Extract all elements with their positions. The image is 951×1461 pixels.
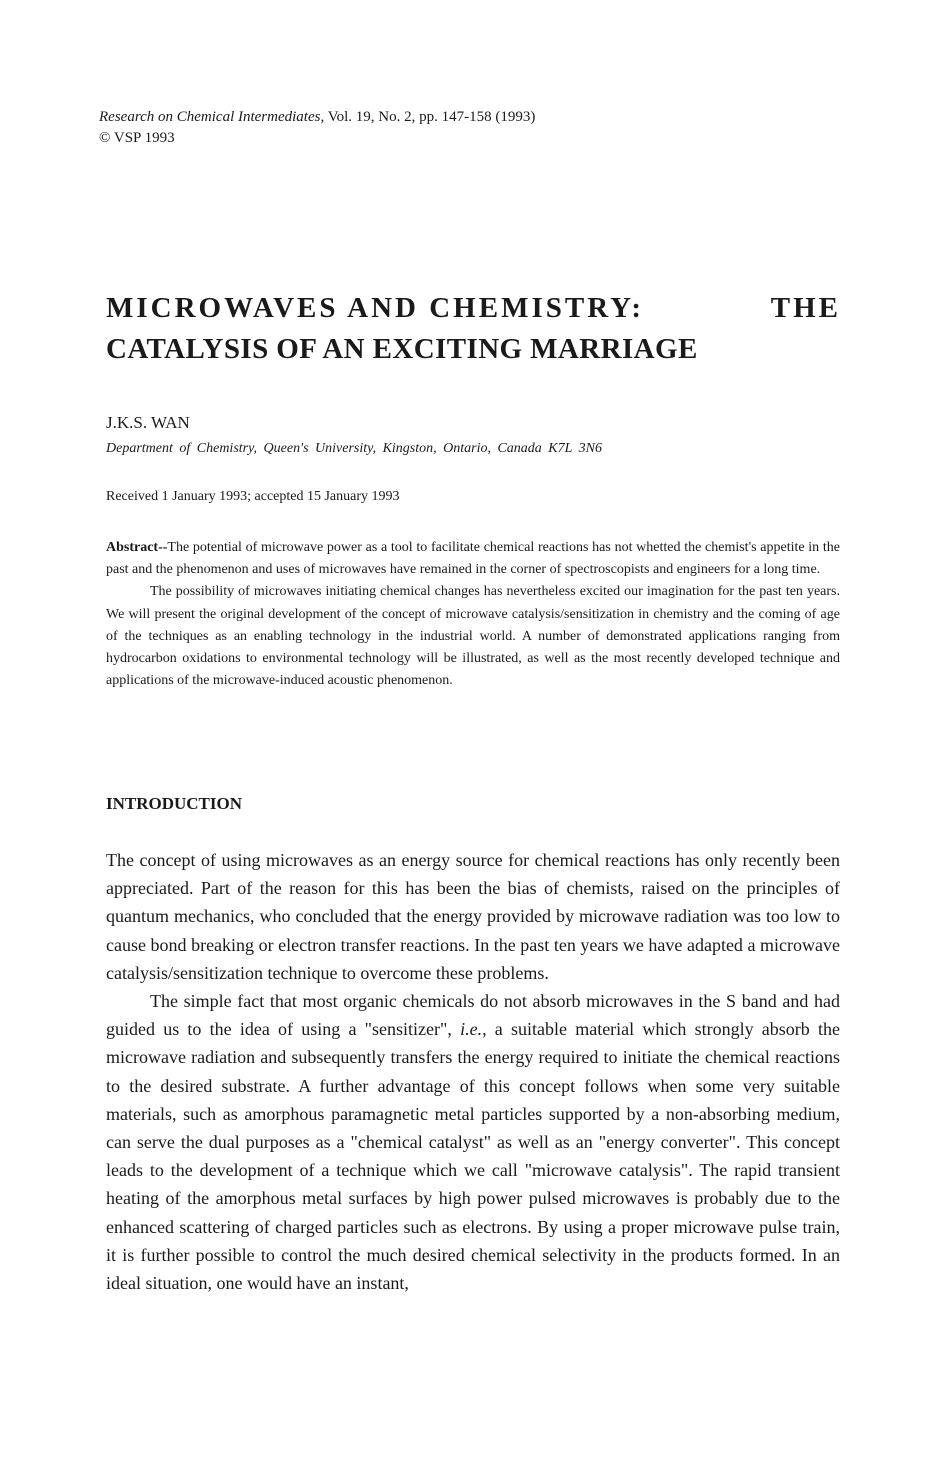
- affiliation: Department of Chemistry, Queen's University, Kingston, Ontario, Canada K7L 3N6: [106, 441, 603, 456]
- abstract-paragraph-2: The possibility of microwaves initiating chemical changes has nevertheless excited our imagination for the past ten years. We will present the original development of the concept of microwave catalysis/sensitization in chemistry and the coming of age of the techniques as an enabling technology in the industrial world. A number of demonstrated applications ranging from hydrocarbon oxidations to environmental technology will be illustrated, as well as the most recently developed technique and applications of the microwave-induced acoustic phenomenon.: [106, 584, 840, 689]
- title-line-1: [106, 288, 841, 329]
- journal-details: Vol. 19, No. 2, pp. 147-158 (1993): [324, 109, 536, 125]
- abstract-paragraph: [106, 537, 840, 581]
- paper-title: [106, 288, 841, 370]
- author: J.K.S. WAN: [106, 413, 190, 432]
- introduction-body: [106, 846, 840, 1297]
- title-line-1-main: MICROWAVES AND CHEMISTRY:: [106, 292, 645, 324]
- body-paragraph-2-start: The simple fact that most organic chemicals do not absorb microwaves in the S band and had guided us to the idea of using a "sensitizer",: [106, 991, 840, 1040]
- ie-abbreviation: i.e.,: [460, 1019, 487, 1040]
- journal-line: [99, 107, 535, 128]
- abstract-label: Abstract--: [106, 540, 168, 555]
- journal-name: Research on Chemical Intermediates,: [99, 109, 325, 125]
- body-paragraph-2-rest: a suitable material which strongly absorb the microwave radiation and subsequently transfers the energy required to initiate the chemical reactions to the desired substrate. A further advantage of this concept follows when some very suitable materials, such as amorphous paramagnetic metal particles supported by a non-absorbing medium, can serve the dual purposes as a "chemical catalyst" as well as an "energy converter". This concept leads to the development of a technique which we call "microwave catalysis". The rapid transient heating of the amorphous metal surfaces by high power pulsed microwaves is probably due to the enhanced scattering of charged particles such as electrons. By using a proper microwave pulse train, it is further possible to control the much desired chemical selectivity in the products formed. In an ideal situation, one would have an instant,: [106, 1019, 840, 1294]
- copyright: © VSP 1993: [99, 130, 175, 146]
- body-paragraph-2: [106, 987, 840, 1297]
- received-date: Received 1 January 1993; accepted 15 January 1993: [106, 489, 400, 504]
- body-paragraph-1: The concept of using microwaves as an energy source for chemical reactions has only recently been appreciated. Part of the reason for this has been the bias of chemists, raised on the principles of quantum mechanics, who concluded that the energy provided by microwave radiation was too low to cause bond breaking or electron transfer reactions. In the past ten years we have adapted a microwave catalysis/sensitization technique to overcome these problems.: [106, 850, 840, 983]
- abstract-paragraph-1-text: The potential of microwave power as a tool to facilitate chemical reactions has not whetted the chemist's appetite in the past and the phenomenon and uses of microwaves have remained in the corner of spectroscopists and engineers for a long time.: [106, 540, 840, 578]
- section-heading-introduction: INTRODUCTION: [106, 794, 243, 813]
- title-line-2: CATALYSIS OF AN EXCITING MARRIAGE: [106, 333, 698, 365]
- journal-citation: [99, 107, 535, 149]
- title-line-1-end: THE: [770, 292, 841, 324]
- abstract: [106, 537, 840, 692]
